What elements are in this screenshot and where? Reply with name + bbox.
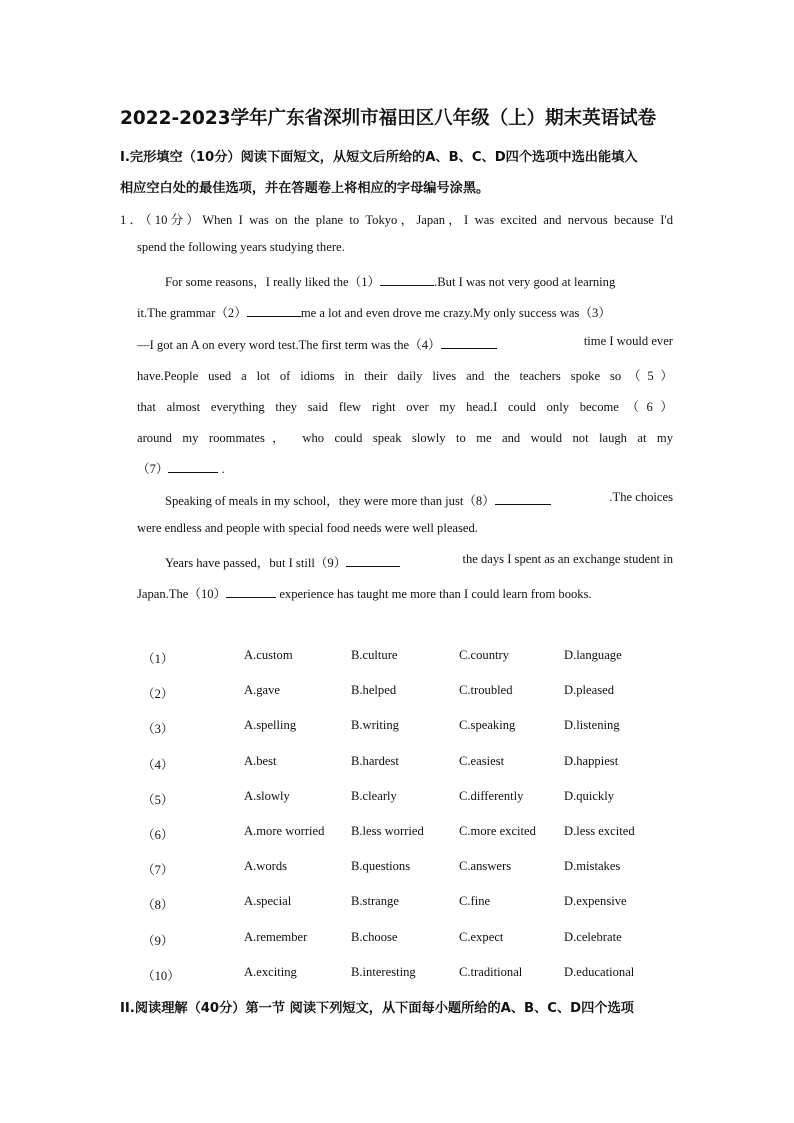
option-choice-c[interactable]: C.traditional [459,964,523,979]
option-number: （8） [142,898,174,913]
passage-text: time I would ever [583,334,673,348]
option-choice-a[interactable]: A.words [244,859,288,874]
option-choice-c[interactable]: C.more excited [459,824,536,838]
option-choice-d[interactable]: D.less excited [564,824,635,838]
option-choice-d[interactable]: D.pleased [564,683,615,698]
passage-line [165,271,673,290]
passage-text: Speaking of meals in my school，they were more than just（8） [165,494,495,508]
option-choice-b[interactable]: B.helped [351,683,397,698]
option-choice-d[interactable]: D.educational [564,964,635,979]
option-choice-d[interactable]: D.mistakes [564,859,621,874]
passage-line [137,458,225,477]
passage-line: spend the following years studying there. [137,240,345,254]
option-number: （6） [142,828,174,842]
option-choice-b[interactable]: B.less worried [351,824,424,838]
option-choice-d[interactable]: D.quickly [564,788,615,803]
passage-line: that almost everything they said flew right over my head.I could only become（6） [137,400,673,414]
option-number: （4） [142,757,174,772]
passage-line: around my roommates， who could speak slowly to me and would not laugh at my [137,431,673,445]
blank-1 [380,273,434,286]
passage-text: it.The grammar（2） [137,306,247,320]
option-choice-c[interactable]: C.speaking [459,718,516,733]
passage-text: Years have passed，but I still（9） [165,556,347,570]
option-number: （2） [142,687,174,702]
option-choice-a[interactable]: A.best [244,753,277,768]
section2-instruction-line1: II.阅读理解（40分）第一节 阅读下列短文，从下面每小题所给的A、B、C、D四个选项 [120,1001,634,1016]
passage-text: .The choices [609,490,673,504]
option-number: （3） [142,722,174,737]
passage-line [165,490,673,509]
passage-text: For some reasons，I really liked the（1） [165,275,381,289]
option-choice-a[interactable]: A.remember [244,929,308,944]
blank-8 [495,492,551,505]
option-choice-d[interactable]: D.expensive [564,894,627,909]
passage-line [137,583,592,602]
option-number: （5） [142,792,174,807]
passage-line: have.People used a lot of idioms in their daily lives and the teachers spoke so（5） [137,369,673,383]
section1-instruction-line2: 相应空白处的最佳选项，并在答题卷上将相应的字母编号涂黑。 [120,181,490,196]
option-choice-a[interactable]: A.more worried [244,824,325,838]
option-choice-b[interactable]: B.clearly [351,788,397,803]
passage-text: （7） [137,462,169,476]
option-choice-b[interactable]: B.strange [351,894,399,909]
option-number: （9） [142,933,174,948]
option-choice-b[interactable]: B.culture [351,648,398,662]
passage-text: .But I was not very good at learning [434,275,616,289]
option-choice-a[interactable]: A.custom [244,648,293,662]
option-choice-b[interactable]: B.interesting [351,964,416,979]
option-choice-c[interactable]: C.differently [459,788,524,803]
passage-text: experience has taught me more than I could learn from books. [279,587,592,601]
option-choice-b[interactable]: B.writing [351,718,399,733]
passage-line [137,334,673,353]
option-choice-c[interactable]: C.expect [459,929,504,944]
option-number: （1） [142,652,174,666]
blank-4 [441,336,497,349]
option-choice-a[interactable]: A.gave [244,683,281,698]
section1-instruction-line1: I.完形填空（10分）阅读下面短文，从短文后所给的A、B、C、D四个选项中选出能填入 [120,150,638,165]
blank-7 [168,460,218,473]
passage-text: me a lot and even drove me crazy.My only success was（3） [300,306,611,320]
option-choice-c[interactable]: C.troubled [459,683,513,698]
option-choice-b[interactable]: B.questions [351,859,411,874]
blank-10 [226,585,276,598]
option-choice-c[interactable]: C.country [459,648,510,662]
option-choice-d[interactable]: D.happiest [564,753,619,768]
option-choice-d[interactable]: D.celebrate [564,929,622,944]
option-choice-a[interactable]: A.special [244,894,292,909]
option-choice-a[interactable]: A.slowly [244,788,290,803]
blank-2 [247,304,301,317]
passage-text: —I got an A on every word test.The first term was the（4） [137,338,441,352]
option-number: （10） [142,968,180,983]
passage-line: 1．（10分）When I was on the plane to Tokyo，Japan，I was excited and nervous because I'd [120,213,673,227]
option-choice-d[interactable]: D.language [564,648,622,662]
passage-text: Japan.The（10） [137,587,227,601]
passage-text: . [221,462,225,476]
blank-9 [346,554,400,567]
passage-line [137,302,673,321]
option-choice-c[interactable]: C.answers [459,859,512,874]
option-choice-c[interactable]: C.fine [459,894,491,909]
option-number: （7） [142,863,174,878]
option-choice-a[interactable]: A.exciting [244,964,297,979]
passage-line: were endless and people with special food needs were well pleased. [137,521,478,535]
passage-text: the days I spent as an exchange student in [462,552,673,566]
option-choice-c[interactable]: C.easiest [459,753,505,768]
option-choice-b[interactable]: B.choose [351,929,398,944]
option-choice-d[interactable]: D.listening [564,718,620,733]
exam-title: 2022-2023学年广东省深圳市福田区八年级（上）期末英语试卷 [120,108,657,129]
option-choice-b[interactable]: B.hardest [351,753,399,768]
passage-line [165,552,673,571]
option-choice-a[interactable]: A.spelling [244,718,297,733]
